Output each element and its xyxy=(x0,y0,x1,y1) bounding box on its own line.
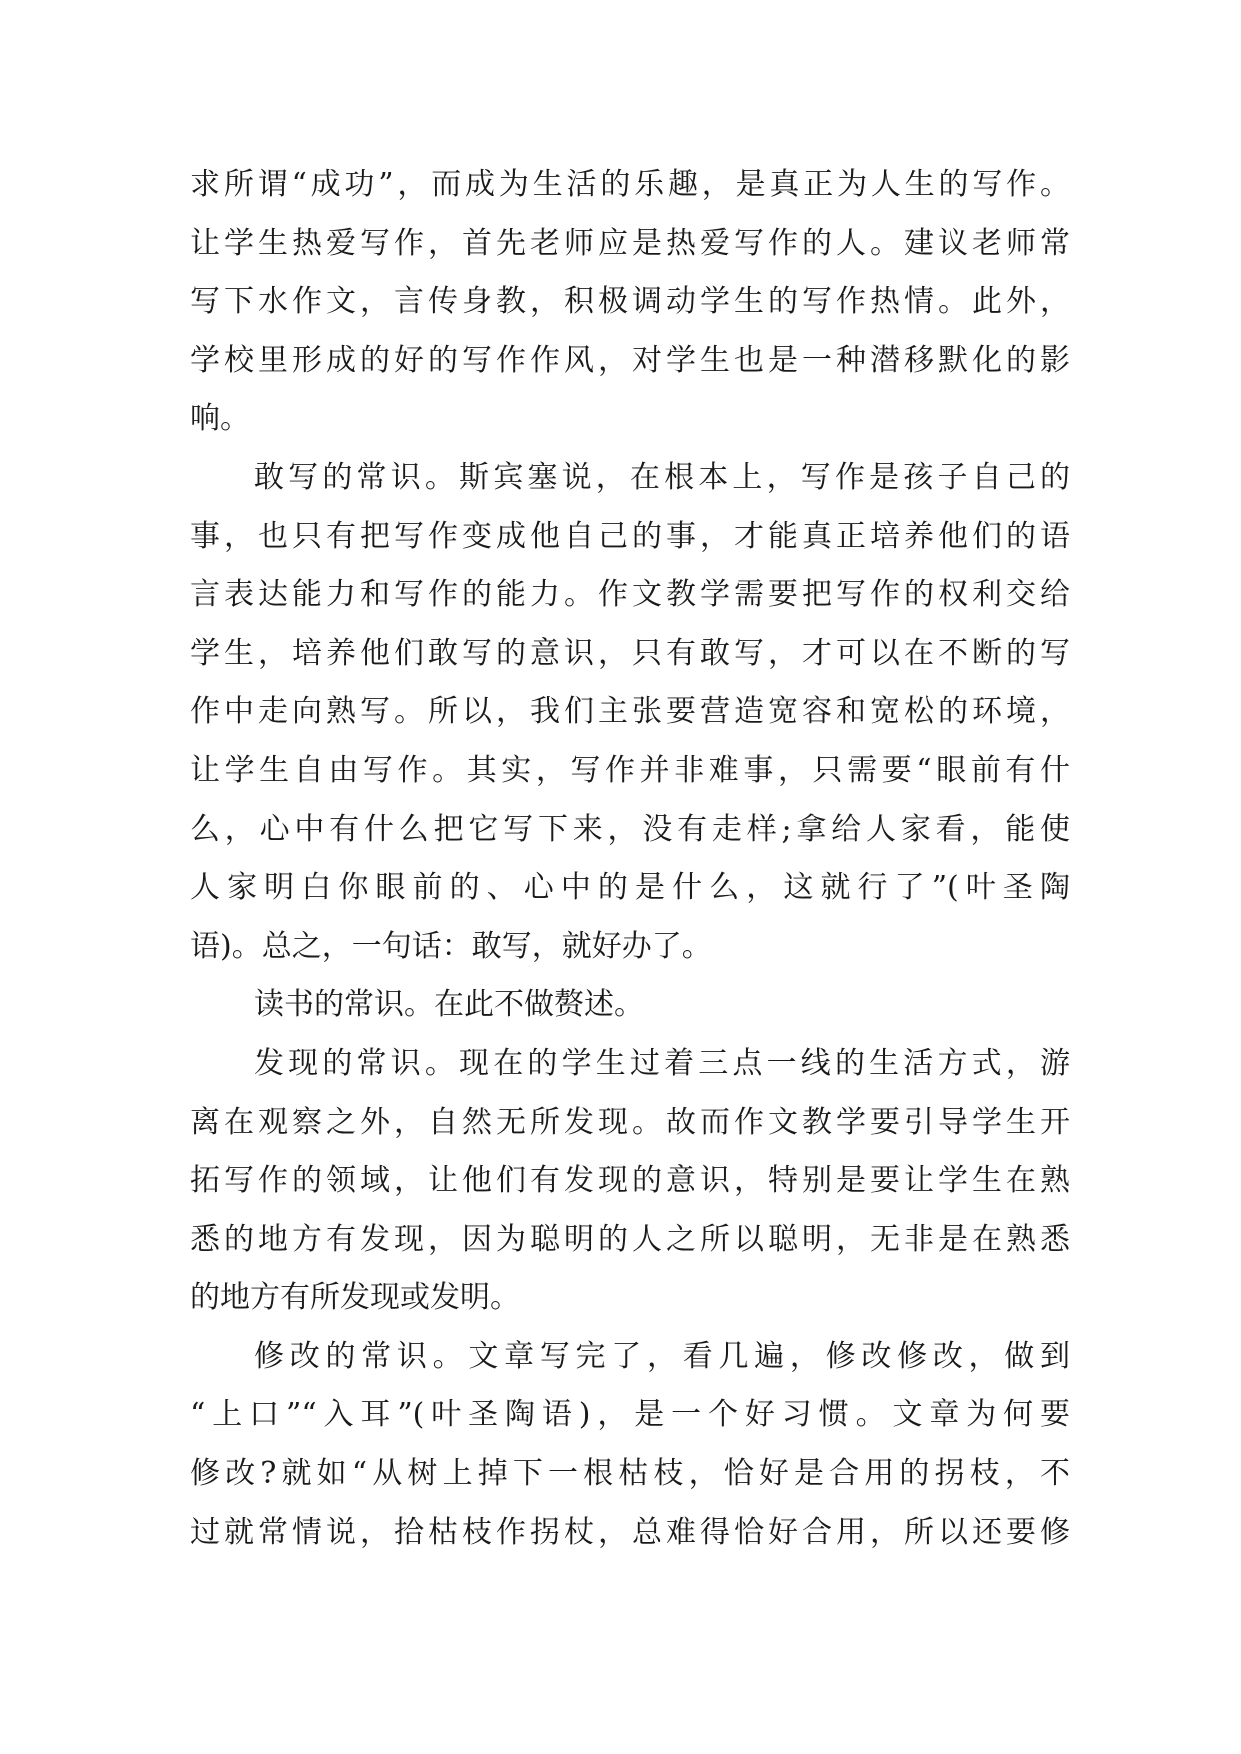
paragraph-first-line: 修改的常识。文章写完了，看几遍，修改修改，做到 xyxy=(254,1338,1070,1374)
text-line: 让学生热爱写作，首先老师应是热爱写作的人。建议老师常 xyxy=(190,225,1070,261)
text-line: 求所谓“成功”，而成为生活的乐趣，是真正为人生的写作。 xyxy=(190,167,1070,202)
text-line: 作中走向熟写。所以，我们主张要营造宽容和宽松的环境， xyxy=(190,694,1070,730)
text-line: “上口”“入耳”(叶圣陶语)，是一个好习惯。文章为何要 xyxy=(190,1397,1070,1433)
text-line: 的地方有所发现或发明。 xyxy=(190,1280,520,1316)
text-line: 学校里形成的好的写作作风，对学生也是一种潜移默化的影 xyxy=(190,342,1070,378)
text-line: 让学生自由写作。其实，写作并非难事，只需要“眼前有什 xyxy=(190,752,1070,788)
paragraph-first-line: 敢写的常识。斯宾塞说，在根本上，写作是孩子自己的 xyxy=(254,459,1070,495)
text-line: 学生，培养他们敢写的意识，只有敢写，才可以在不断的写 xyxy=(190,635,1070,671)
text-line: 过就常情说，拾枯枝作拐杖，总难得恰好合用，所以还要修 xyxy=(190,1514,1070,1550)
text-line: 人家明白你眼前的、心中的是什么，这就行了”(叶圣陶 xyxy=(190,870,1070,906)
text-line: 事，也只有把写作变成他自己的事，才能真正培养他们的语 xyxy=(190,518,1070,554)
text-line: 拓写作的领域，让他们有发现的意识，特别是要让学生在熟 xyxy=(190,1163,1070,1199)
text-line: 响。 xyxy=(190,401,250,437)
paragraph-first-line: 读书的常识。在此不做赘述。 xyxy=(254,987,644,1023)
text-line: 写下水作文，言传身教，积极调动学生的写作热情。此外， xyxy=(190,284,1070,320)
text-line: 修改?就如“从树上掉下一根枯枝，恰好是合用的拐枝，不 xyxy=(190,1456,1070,1492)
text-line: 离在观察之外，自然无所发现。故而作文教学要引导学生开 xyxy=(190,1104,1070,1140)
body-text xyxy=(190,156,1070,1562)
text-line: 言表达能力和写作的能力。作文教学需要把写作的权利交给 xyxy=(190,577,1070,613)
text-line: 么，心中有什么把它写下来，没有走样;拿给人家看，能使 xyxy=(190,811,1070,847)
paragraph-first-line: 发现的常识。现在的学生过着三点一线的生活方式，游 xyxy=(254,1045,1070,1081)
text-line: 悉的地方有发现，因为聪明的人之所以聪明，无非是在熟悉 xyxy=(190,1221,1070,1257)
text-line: 语)。总之，一句话：敢写，就好办了。 xyxy=(190,928,712,964)
